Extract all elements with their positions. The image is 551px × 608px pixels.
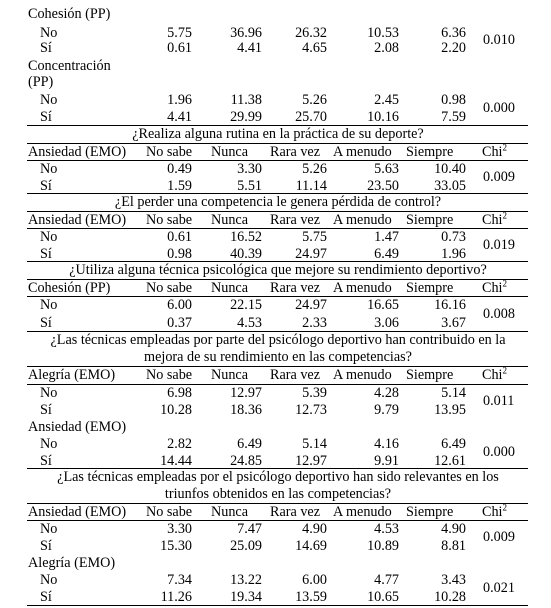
col-rara-vez: Rara vez bbox=[270, 367, 321, 383]
chi-value: 0.011 bbox=[483, 393, 515, 409]
header-row bbox=[0, 211, 551, 229]
chi-value: 0.019 bbox=[483, 237, 515, 253]
group-label: Concentración bbox=[28, 58, 111, 74]
group-label-row bbox=[0, 418, 551, 436]
col-nunca: Nunca bbox=[211, 144, 249, 160]
cell-no-sabe: 4.41 bbox=[167, 109, 192, 125]
cell-a-menudo: 2.08 bbox=[374, 40, 399, 56]
cell-rara-vez: 5.14 bbox=[302, 436, 327, 452]
col-no-sabe: No sabe bbox=[146, 504, 193, 520]
question-title: ¿Utiliza alguna técnica psicológica que mejore su rendimiento deportivo? bbox=[69, 262, 487, 278]
cell-a-menudo: 6.49 bbox=[374, 246, 399, 262]
group-label: Ansiedad (EMO) bbox=[28, 212, 127, 228]
cell-a-menudo: 1.47 bbox=[374, 229, 399, 245]
group-label: Cohesión (PP) bbox=[28, 280, 111, 296]
cell-no-sabe: 0.49 bbox=[167, 161, 192, 177]
table-row bbox=[0, 384, 551, 402]
col-siempre: Siempre bbox=[406, 144, 454, 160]
col-nunca: Nunca bbox=[211, 280, 249, 296]
cell-siempre: 5.14 bbox=[441, 385, 466, 401]
question-title: ¿El perder una competencia le genera pérdida de control? bbox=[114, 194, 442, 210]
cell-rara-vez: 13.59 bbox=[295, 589, 327, 605]
col-siempre: Siempre bbox=[406, 367, 454, 383]
table-row bbox=[0, 296, 551, 314]
row-label: No bbox=[40, 92, 58, 108]
table-row bbox=[0, 588, 551, 606]
cell-siempre: 6.49 bbox=[441, 436, 466, 452]
row-label: No bbox=[40, 385, 58, 401]
cell-siempre: 0.98 bbox=[441, 92, 466, 108]
table-row bbox=[0, 91, 551, 109]
cell-siempre: 10.28 bbox=[434, 589, 466, 605]
group-label-row bbox=[0, 5, 551, 23]
col-a-menudo: A menudo bbox=[333, 212, 392, 228]
col-nunca: Nunca bbox=[211, 504, 249, 520]
header-row bbox=[0, 143, 551, 161]
cell-a-menudo: 4.53 bbox=[374, 521, 399, 537]
cell-siempre: 4.90 bbox=[441, 521, 466, 537]
col-nunca: Nunca bbox=[211, 212, 249, 228]
cell-siempre: 0.73 bbox=[441, 229, 466, 245]
row-label: Sí bbox=[40, 315, 52, 331]
group-label: Cohesión (PP) bbox=[28, 6, 111, 22]
cell-no-sabe: 7.34 bbox=[167, 572, 192, 588]
row-label: Sí bbox=[40, 453, 52, 469]
row-label: No bbox=[40, 521, 58, 537]
cell-rara-vez: 5.26 bbox=[302, 92, 327, 108]
cell-rara-vez: 6.00 bbox=[302, 572, 327, 588]
cell-no-sabe: 5.75 bbox=[167, 25, 192, 41]
cell-nunca: 7.47 bbox=[237, 521, 262, 537]
table-row bbox=[0, 108, 551, 126]
cell-siempre: 10.40 bbox=[434, 161, 466, 177]
cell-nunca: 24.85 bbox=[230, 453, 262, 469]
col-chi: Chi$^2$ bbox=[482, 365, 507, 383]
table-row bbox=[0, 39, 551, 57]
table-row bbox=[0, 228, 551, 246]
group-label: (PP) bbox=[28, 74, 54, 90]
cell-no-sabe: 14.44 bbox=[160, 453, 192, 469]
col-rara-vez: Rara vez bbox=[270, 280, 321, 296]
cell-a-menudo: 10.65 bbox=[367, 589, 399, 605]
chi-value: 0.008 bbox=[483, 306, 515, 322]
cell-nunca: 36.96 bbox=[230, 25, 262, 41]
col-rara-vez: Rara vez bbox=[270, 504, 321, 520]
cell-no-sabe: 0.61 bbox=[167, 229, 192, 245]
row-label: Sí bbox=[40, 246, 52, 262]
cell-nunca: 11.38 bbox=[230, 92, 262, 108]
cell-rara-vez: 5.75 bbox=[302, 229, 327, 245]
col-chi: Chi$^2$ bbox=[482, 210, 507, 228]
col-chi: Chi$^2$ bbox=[482, 502, 507, 520]
cell-a-menudo: 16.65 bbox=[367, 297, 399, 313]
cell-rara-vez: 11.14 bbox=[295, 178, 327, 194]
cell-siempre: 8.81 bbox=[441, 538, 466, 554]
group-label: Ansiedad (EMO) bbox=[28, 504, 127, 520]
cell-siempre: 1.96 bbox=[441, 246, 466, 262]
cell-no-sabe: 11.26 bbox=[160, 589, 192, 605]
cell-no-sabe: 0.98 bbox=[167, 246, 192, 262]
table-row bbox=[0, 435, 551, 453]
header-row bbox=[0, 366, 551, 384]
cell-a-menudo: 4.16 bbox=[374, 436, 399, 452]
col-no-sabe: No sabe bbox=[146, 212, 193, 228]
group-label: Alegría (EMO) bbox=[28, 367, 116, 383]
col-nunca: Nunca bbox=[211, 367, 249, 383]
row-label: No bbox=[40, 25, 58, 41]
col-siempre: Siempre bbox=[406, 212, 454, 228]
col-chi: Chi$^2$ bbox=[482, 142, 507, 160]
cell-siempre: 6.36 bbox=[441, 25, 466, 41]
cell-rara-vez: 26.32 bbox=[295, 25, 327, 41]
cell-a-menudo: 2.45 bbox=[374, 92, 399, 108]
cell-no-sabe: 0.37 bbox=[167, 315, 192, 331]
cell-nunca: 16.52 bbox=[230, 229, 262, 245]
cell-a-menudo: 4.28 bbox=[374, 385, 399, 401]
cell-no-sabe: 2.82 bbox=[167, 436, 192, 452]
cell-nunca: 19.34 bbox=[230, 589, 262, 605]
cell-rara-vez: 14.69 bbox=[295, 538, 327, 554]
group-label: Ansiedad (EMO) bbox=[28, 144, 127, 160]
cell-siempre: 7.59 bbox=[441, 109, 466, 125]
row-label: No bbox=[40, 572, 58, 588]
cell-nunca: 6.49 bbox=[237, 436, 262, 452]
cell-siempre: 2.20 bbox=[441, 40, 466, 56]
row-label: Sí bbox=[40, 178, 52, 194]
cell-no-sabe: 0.61 bbox=[167, 40, 192, 56]
group-label: Alegría (EMO) bbox=[28, 555, 116, 571]
row-label: Sí bbox=[40, 538, 52, 554]
cell-no-sabe: 15.30 bbox=[160, 538, 192, 554]
cell-rara-vez: 5.39 bbox=[302, 385, 327, 401]
cell-siempre: 33.05 bbox=[434, 178, 466, 194]
col-chi: Chi$^2$ bbox=[482, 278, 507, 296]
row-label: No bbox=[40, 297, 58, 313]
cell-siempre: 13.95 bbox=[434, 402, 466, 418]
col-rara-vez: Rara vez bbox=[270, 144, 321, 160]
row-label: No bbox=[40, 436, 58, 452]
table-row bbox=[0, 314, 551, 332]
cell-nunca: 18.36 bbox=[230, 402, 262, 418]
col-no-sabe: No sabe bbox=[146, 367, 193, 383]
table-row bbox=[0, 520, 551, 538]
row-label: Sí bbox=[40, 589, 52, 605]
cell-rara-vez: 12.73 bbox=[295, 402, 327, 418]
table-row bbox=[0, 160, 551, 178]
col-a-menudo: A menudo bbox=[333, 280, 392, 296]
table-row bbox=[0, 401, 551, 419]
cell-no-sabe: 3.30 bbox=[167, 521, 192, 537]
table-row bbox=[0, 537, 551, 555]
col-a-menudo: A menudo bbox=[333, 367, 392, 383]
col-rara-vez: Rara vez bbox=[270, 212, 321, 228]
cell-no-sabe: 6.00 bbox=[167, 297, 192, 313]
cell-a-menudo: 23.50 bbox=[367, 178, 399, 194]
row-label: Sí bbox=[40, 40, 52, 56]
cell-rara-vez: 25.70 bbox=[295, 109, 327, 125]
col-a-menudo: A menudo bbox=[333, 504, 392, 520]
cell-a-menudo: 10.16 bbox=[367, 109, 399, 125]
cell-siempre: 12.61 bbox=[434, 453, 466, 469]
cell-rara-vez: 4.65 bbox=[302, 40, 327, 56]
cell-no-sabe: 10.28 bbox=[160, 402, 192, 418]
cell-siempre: 3.67 bbox=[441, 315, 466, 331]
cell-a-menudo: 10.89 bbox=[367, 538, 399, 554]
question-title: mejora de su rendimiento en las competencias? bbox=[144, 349, 412, 365]
cell-nunca: 40.39 bbox=[230, 246, 262, 262]
row-label: Sí bbox=[40, 109, 52, 125]
cell-a-menudo: 5.63 bbox=[374, 161, 399, 177]
row-label: Sí bbox=[40, 402, 52, 418]
chi-value: 0.000 bbox=[483, 100, 515, 116]
cell-nunca: 29.99 bbox=[230, 109, 262, 125]
table-row bbox=[0, 571, 551, 589]
col-siempre: Siempre bbox=[406, 280, 454, 296]
cell-no-sabe: 6.98 bbox=[167, 385, 192, 401]
cell-rara-vez: 5.26 bbox=[302, 161, 327, 177]
col-a-menudo: A menudo bbox=[333, 144, 392, 160]
chi-value: 0.000 bbox=[483, 444, 515, 460]
cell-a-menudo: 9.91 bbox=[374, 453, 399, 469]
cell-siempre: 3.43 bbox=[441, 572, 466, 588]
cell-rara-vez: 12.97 bbox=[295, 453, 327, 469]
question-title: triunfos obtenidos en las competencias? bbox=[164, 486, 392, 502]
chi-value: 0.021 bbox=[483, 580, 515, 596]
cell-no-sabe: 1.59 bbox=[167, 178, 192, 194]
cell-nunca: 4.41 bbox=[237, 40, 262, 56]
cell-a-menudo: 9.79 bbox=[374, 402, 399, 418]
row-label: No bbox=[40, 229, 58, 245]
cell-rara-vez: 24.97 bbox=[295, 246, 327, 262]
divider bbox=[27, 605, 528, 606]
cell-nunca: 25.09 bbox=[230, 538, 262, 554]
cell-nunca: 3.30 bbox=[237, 161, 262, 177]
cell-nunca: 13.22 bbox=[230, 572, 262, 588]
cell-no-sabe: 1.96 bbox=[167, 92, 192, 108]
cell-a-menudo: 10.53 bbox=[367, 25, 399, 41]
question-title: ¿Realiza alguna rutina en la práctica de su deporte? bbox=[132, 126, 424, 142]
group-label-row bbox=[0, 554, 551, 572]
chi-value: 0.009 bbox=[483, 169, 515, 185]
col-no-sabe: No sabe bbox=[146, 280, 193, 296]
chi-value: 0.010 bbox=[483, 32, 515, 48]
cell-nunca: 5.51 bbox=[237, 178, 262, 194]
cell-rara-vez: 2.33 bbox=[302, 315, 327, 331]
chi-value: 0.009 bbox=[483, 529, 515, 545]
cell-rara-vez: 4.90 bbox=[302, 521, 327, 537]
header-row bbox=[0, 503, 551, 521]
col-no-sabe: No sabe bbox=[146, 144, 193, 160]
group-label: Ansiedad (EMO) bbox=[28, 419, 127, 435]
cell-nunca: 12.97 bbox=[230, 385, 262, 401]
row-label: No bbox=[40, 161, 58, 177]
cell-a-menudo: 4.77 bbox=[374, 572, 399, 588]
group-label-row bbox=[0, 73, 551, 91]
cell-nunca: 22.15 bbox=[230, 297, 262, 313]
col-siempre: Siempre bbox=[406, 504, 454, 520]
question-title: ¿Las técnicas empleadas por el psicólogo deportivo han sido relevantes en los bbox=[57, 469, 499, 485]
cell-nunca: 4.53 bbox=[237, 315, 262, 331]
cell-a-menudo: 3.06 bbox=[374, 315, 399, 331]
header-row bbox=[0, 279, 551, 297]
question-title: ¿Las técnicas empleadas por parte del psicólogo deportivo han contribuido en la bbox=[50, 332, 506, 348]
cell-siempre: 16.16 bbox=[434, 297, 466, 313]
cell-rara-vez: 24.97 bbox=[295, 297, 327, 313]
